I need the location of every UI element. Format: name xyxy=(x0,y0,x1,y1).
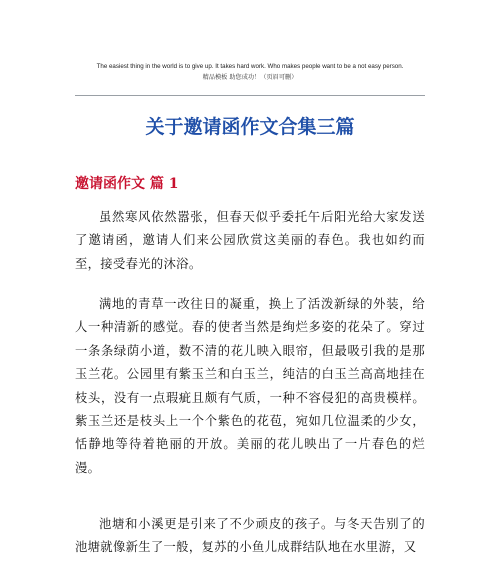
document-title: 关于邀请函作文合集三篇 xyxy=(145,116,355,138)
body-paragraph xyxy=(75,513,425,560)
header-divider xyxy=(75,95,425,96)
body-paragraph xyxy=(75,206,425,276)
page-header xyxy=(0,62,500,83)
section-heading: 邀请函作文 篇 1 xyxy=(75,176,179,192)
header-subtitle: 精品模板 助您成功！（页眉可删） xyxy=(202,74,298,81)
paragraph-text: 池塘和小溪更是引来了不少顽皮的孩子。与冬天告别了的池塘就像新生了一般，复苏的小鱼儿成群结队地在水里游，又 xyxy=(75,517,425,555)
body-paragraph xyxy=(75,293,425,480)
header-motto: The easiest thing in the world is to give up. It takes hard work. Who makes people want to be a not easy person. xyxy=(96,63,404,70)
paragraph-text: 虽然寒风依然嚣张，但春天似乎委托午后阳光给大家发送了邀请函，邀请人们来公园欣赏这美丽的春色。我也如约而至，接受春光的沐浴。 xyxy=(75,210,425,271)
paragraph-text: 满地的青草一改往日的凝重，换上了活泼新绿的外装，给人一种清新的感觉。春的使者当然是绚烂多姿的花朵了。穿过一条条绿荫小道，数不清的花儿映入眼帘，但最吸引我的是那玉兰花。公园里有紫玉兰和白玉兰，纯洁的白玉兰高高地挂在枝头，没有一点瑕疵且颇有气质，一种不容侵犯的高贵模样。紫玉兰还是枝头上一个个紫色的花苞，宛如几位温柔的少女，恬静地等待着艳丽的开放。美丽的花儿映出了一片春色的烂漫。 xyxy=(75,297,425,475)
